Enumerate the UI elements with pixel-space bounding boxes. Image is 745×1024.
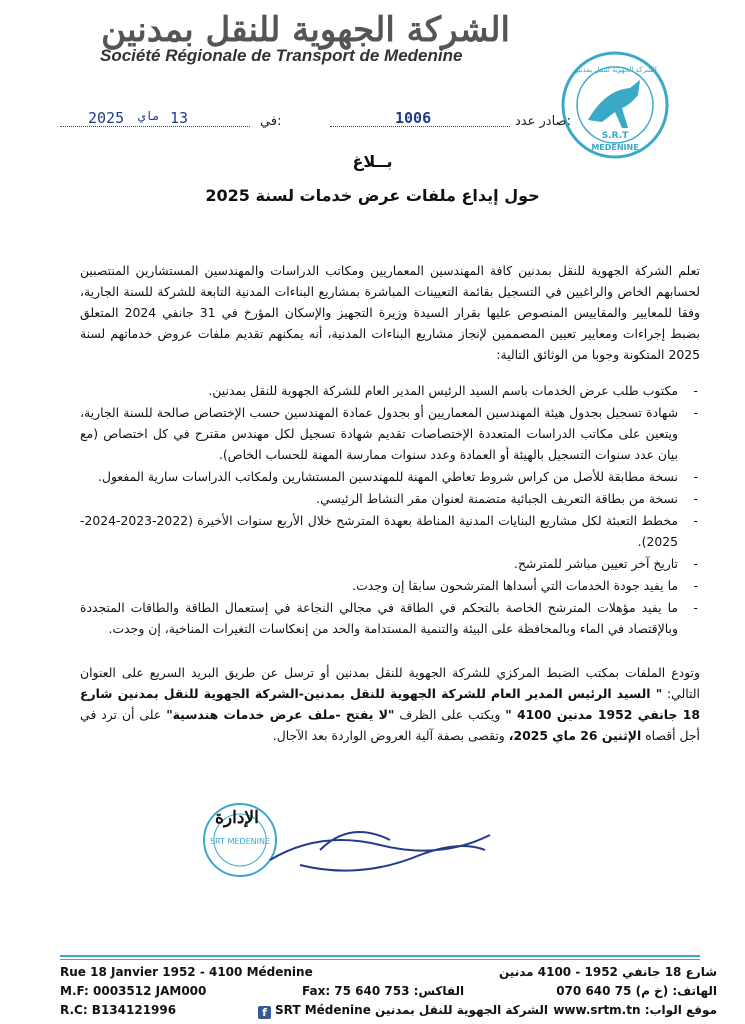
intro-paragraph: تعلم الشركة الجهوية للنقل بمدنين كافة المهندسين المعماريين ومكاتب الدراسات والمهندسين المستشارين المنتصبين لحسابهم الخاص والراغبين في التسجيل بقائمة التعيينات المباشرة بمشاريع البناءات المدنية التابعة للشركة للسنة الجارية، وفقا للمعايير والمقاييس المنصوص عليها بقرار السيدة وزيرة التجهيز والإسكان المؤرخ في 31 جانفي 2024 المتعلق بضبط إجراءات ومعايير تعيين المصممين لإنجاز مشاريع البناءات المدنية، أنه يمكنهم تقديم ملفات عروض خدماتهم لسنة 2025 المتكونة وجوبا من الوثائق التالية:	[80, 263, 701, 362]
footer-fax: Fax: 75 640 753 :الفاكس	[302, 984, 465, 998]
list-item: - نسخة من بطاقة التعريف الجبائية متضمنة لعنوان مقر النشاط الرئيسي.	[316, 491, 698, 506]
envelope-note: "لا يفتح -ملف عرض خدمات هندسية"	[166, 707, 395, 722]
date-label: في:	[260, 114, 282, 129]
issued-number-value: 1006	[395, 109, 432, 127]
footer-address-french: Rue 18 Janvier 1952 - 4100 Médenine	[60, 965, 313, 979]
deadline: الإثنين 26 ماي 2025،	[508, 728, 642, 743]
list-item: - نسخة مطابقة للأصل من كراس شروط تعاطي المهنة للمهندسين المستشارين ولمكاتب الدراسات سارية المفعول.	[98, 469, 698, 484]
handwritten-signature	[260, 810, 500, 890]
logo-text-top: الشركة الجهوية للنقل بمدنين	[573, 66, 657, 74]
facebook-icon: f	[258, 1006, 271, 1019]
footer-divider	[60, 955, 700, 961]
notice-title: بــلاغ	[352, 152, 393, 171]
administration-label: الإدارة	[215, 808, 259, 828]
footer-website[interactable]: موقع الواب: www.srtm.tn	[553, 1003, 717, 1017]
footer-mf: M.F: 0003512 JAM000	[60, 984, 207, 998]
list-item: - تاريخ آخر تعيين مباشر للمترشح.	[514, 556, 698, 571]
footer-rc: R.C: B134121996	[60, 1003, 177, 1017]
date-day: 13	[170, 109, 189, 127]
company-name-arabic: الشركة الجهوية للنقل بمدنين	[101, 10, 510, 50]
logo-text-mid: S.R.T	[601, 131, 629, 141]
issued-number-label: صادر عدد:	[515, 114, 571, 129]
submission-address: " السيد الرئيس المدير العام للشركة الجهوية للنقل بمدنين-الشركة الجهوية للنقل بمدنين شارع 18 جانفي 1952 مدنين 4100 "	[80, 686, 700, 722]
footer-facebook: f SRT Médenine الشركة الجهوية للنقل بمدنين	[258, 1003, 548, 1019]
required-documents-list	[80, 380, 700, 640]
list-item: - شهادة تسجيل بجدول هيئة المهندسين المعماريين أو بجدول عمادة المهندسين حسب الإختصاص صالحة للسنة الجارية، ويتعين على مكاتب الدراسات المتعددة الإختصاصات تقديم شهادة تسجيل لكل مهندس مقترح في كل اختصاص (مع بيان عدد سنوات التسجيل بالهيئة أو العمادة وعدد سنوات ممارسة المهنة للحساب الخاص).	[80, 405, 698, 462]
list-item: - ما يفيد جودة الخدمات التي أسداها المترشحون سابقا إن وجدت.	[352, 578, 698, 593]
notice-subtitle: حول إيداع ملفات عرض خدمات لسنة 2025	[205, 186, 540, 205]
date-year: 2025	[88, 109, 125, 127]
date-month: ماي	[138, 109, 160, 123]
footer-address-arabic: شارع 18 جانفي 1952 - 4100 مدنين	[499, 965, 717, 979]
footer-phone: الهاتف: (خ م) 75 640 070	[556, 984, 717, 998]
logo-text-bottom: MEDENINE	[591, 143, 639, 152]
closing-paragraph: وتودع الملفات بمكتب الضبط المركزي للشركة الجهوية للنقل بمدنين أو ترسل عن طريق البريد السريع على العنوان التالي: " السيد الرئيس المدير العام للشركة الجهوية للنقل بمدنين-الشركة الجهوية للنقل بمدنين شارع 18 جانفي 1952 مدنين 4100 " ويكتب على الظرف "لا يفتح -ملف عرض خدمات هندسية" على أن ترد في أجل أقصاه الإثنين 26 ماي 2025، وتقصى بصفة آلية العروض الواردة بعد الآجال.	[80, 665, 700, 743]
reference-line	[60, 109, 600, 136]
list-item: - مكتوب طلب عرض الخدمات باسم السيد الرئيس المدير العام للشركة الجهوية للنقل بمدنين.	[208, 383, 698, 398]
company-logo	[560, 50, 670, 160]
list-item: - ما يفيد مؤهلات المترشح الخاصة بالتحكم في الطاقة في مجالي النجاعة في إستعمال الطاقة والطاقات المتجددة وبالإقتصاد في الماء وبالمحافظة على البيئة والتنمية المستدامة والحد من إنعكاسات التغيرات المناخية، إن وجدت.	[80, 600, 698, 636]
company-name-french: Société Régionale de Transport de Medenine	[100, 46, 463, 65]
list-item: - مخطط التعبئة لكل مشاريع البنايات المدنية المناطة بعهدة المترشح خلال الأربع سنوات الأخيرة (2022-2023-2024-2025).	[80, 513, 698, 549]
stamp-text: SRT MEDENINE	[209, 837, 271, 846]
